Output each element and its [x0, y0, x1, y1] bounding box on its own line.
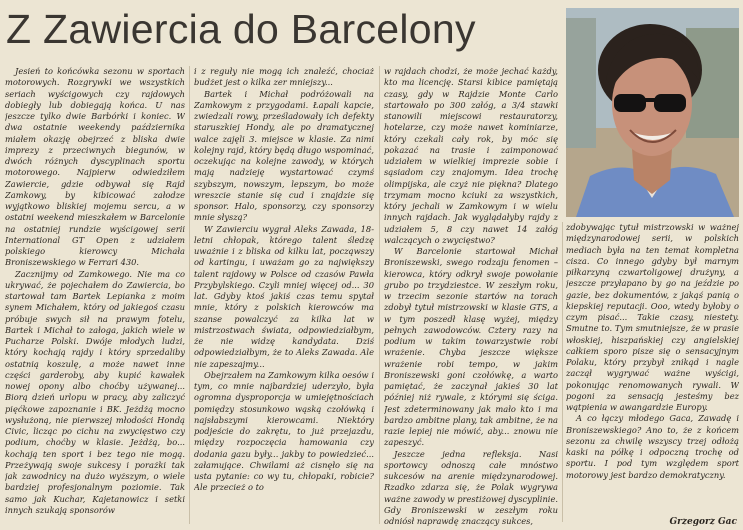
author-portrait-photo	[566, 8, 739, 217]
article-column-1	[5, 66, 185, 528]
article-paragraph: W Zawierciu wygrał Aleks Zawada, 18-letni chłopak, którego talent śledzę uważnie i z bliska od kilku lat, począwszy od kartingu, i uważam go za największy talent rajdowy w Polsce od czasów Pawła Przybylskiego. Czyli mniej więcej od... 30 lat. Gdyby ktoś jakiś czas temu spytał mnie, który z polskich kierowców ma szanse powalczyć za kilka lat w mistrzostwach świata, odpowiedziałbym, że nie widzę kandydata. Dziś odpowiedziałbym, że to Aleks Zawada. Ale nie zapeszajmy...	[194, 223, 374, 369]
article-paragraph: Jeszcze jedna refleksja. Nasi sportowcy odnoszą całe mnóstwo sukcesów na arenie międzynarodowej. Rzadko zdarza się, że Polak wygrywa ważne zawody w prestiżowej dyscyplinie. Gdy Broniszewski w zeszłym roku odniósł naprawdę znaczący sukces,	[384, 448, 558, 526]
article-author: Grzegorz Gac	[669, 517, 737, 527]
article-paragraph: zdobywając tytuł mistrzowski w ważnej międzynarodowej serii, w polskich mediach była na ten temat kompletna cisza. Co innego gdyby był marnym piłkarzyną czwartoligowej drużyny, a jeszcze przyłapano by go na jeździe po gazie, bez dokumentów, z jakąś panią o kiepskiej reputacji. Ooo, wtedy byłoby o czym pisać... Takie czasy, niestety. Smutne to. Tym smutniejsze, że w prasie włoskiej, hiszpańskiej czy angielskiej całkiem sporo pisze się o sensacyjnym Polaku, który przybył znikąd i nagle zaczął wygrywać ważne wyścigi, pokonując renomowanych rywali. W pogoni za sensacją jesteśmy bez wątpienia w awangardzie Europy.	[566, 222, 739, 412]
article-paragraph: w rajdach chodzi, że może jechać każdy, kto ma licencję. Starsi kibice pamiętają czasy, gdy w Rajdzie Monte Carlo startowało po 300 załóg, a 3/4 stawki stanowili miejscowi restauratorzy, hotelarze, czy może nawet kominiarze, który czekali cały rok, by móc się pokazać na trasie i zaimponować udziałem w wielkiej imprezie sobie i sąsiadom czy znajomym. Idea trochę olimpijska, ale czyż nie piękna? Dlatego trzymam mocno kciuki za wszystkich, który jechali w Zamkowym i w wielu innych rajdach. Jak wyglądałyby rajdy z udziałem 5, 8 czy nawet 14 załóg walczących o zwycięstwo?	[384, 66, 558, 245]
column-divider	[379, 66, 380, 524]
article-column-3	[384, 66, 558, 528]
article-column-2	[194, 66, 374, 528]
article-paragraph: i z reguły nie mogą ich znaleźć, chociaż budżet jest o kilka zer mniejszy...	[194, 66, 374, 88]
column-divider	[189, 66, 190, 524]
article-column-4	[566, 222, 739, 512]
article-paragraph: W Barcelonie startował Michał Broniszewski, swego rodzaju fenomen – kierowca, który odkrył swoje powołanie grubo po trzydziestce. W zeszłym roku, w trzecim sezonie startów na torach zdobył tytuł mistrzowski w klasie GTS, a w tym poszedł klasę wyżej, między pełnych zawodowców. Cztery razy na podium w takim towarzystwie robi wrażenie. Chyba jeszcze większe wrażenie robi tempo, w jakim Broniszewski goni czołówkę, a warto pamiętać, że zaczynał jakieś 30 lat później niż rywale, z którymi się ściga. Jest zdeterminowany jak mało kto i ma bardzo ambitne plany, tak ambitne, że na razie lepiej nie mówić, aby... znowu nie zapeszyć.	[384, 246, 558, 448]
article-paragraph: Zacznijmy od Zamkowego. Nie ma co ukrywać, że pojechałem do Zawiercia, bo startował tam Bartek Lepianka z moim synem Michałem, który od jakiegoś czasu próbuje swych sił na prawym fotelu, Bartek i Michał to załoga, jakich wiele w Pucharze Polski. Dwóje młodych ludzi, który kochają rajdy i który sprzedaliby ostatnią koszulę, a może nawet inne części garderoby, aby kupić kawałek nowej opony albo choćby używanej... Biorą dzień urlopu w pracy, aby zaliczyć pięćkowe zapoznanie i BK. Jeżdżą mocno wysłużoną, nie pierwszej młodości Hondą Civic, licząc po cichu na zwycięstwo czy podium, choćby w klasie. Jeżdżą, bo... kochają ten sport i bez tego nie mogą. Przeżywają swoje sukcesy i porażki tak jak zawodnicy na dużo wyższym, o wiele bardziej profesjonalnym poziomie. Tak samo jak Kuchar, Kajetanowicz i setki innych szukają sponsorów	[5, 268, 185, 515]
article-paragraph: Jesień to końcówka sezonu w sportach motorowych. Rozgrywki we wszystkich seriach wyścigowych czy rajdowych dobiegły lub dobiegają końca. U nas jeszcze tylko dwie Barbórki i koniec. W dwa ostatnie weekendy października miałem okazję obejrzeć z bliska dwie imprezy z przeciwnych biegunów, w dwóch różnych dyscyplinach sportu motorowego. Najpierw odwiedziłem Zawiercie, gdzie odbywał się Rajd Zamkowy, by kibicować załodze wyjątkowo bliskiej mojemu sercu, a w ostatni weekend mieszkałem w Barcelonie na ostatniej rundzie wyścigowej serii International GT Open z udziałem polskiego kierowcy Michała Broniszewskiego w Ferrari 430.	[5, 66, 185, 268]
portrait-photo-icon	[566, 8, 739, 217]
column-divider	[562, 222, 563, 522]
article-paragraph: Obejrzałem na Zamkowym kilka oesów i tym, co mnie najbardziej uderzyło, była ogromna dysproporcja w umiejętnościach pomiędzy stosunkowo wąską czołówką i najsłabszymi kierowcami. Niektóry podjeście do zakrętu, to już przejazdu, między rozpoczęcia hamowania czy dodania gazu były... jakby to powiedzieć... załamujące. Chwilami aż cisnęło się na usta pytanie: co wy tu, chłopaki, robicie? Ale przecież o to	[194, 369, 374, 493]
article-paragraph: A co łączy młodego Gaca, Zawadę i Broniszewskiego? Ano to, że z końcem sezonu za chwilę wszyscy trzej odłożą kaski na półkę i odpoczną trochę od sportu. I pod tym względem sport motorowy jest bardzo demokratyczny.	[566, 413, 739, 480]
article-title: Z Zawiercia do Barcelony	[6, 6, 476, 52]
article-paragraph: Bartek i Michał podróżowali na Zamkowym z przygodami. Łapali kapcie, zwiedzali rowy, prześladowały ich defekty staruszkiej Hondy, ale po dramatycznej walce zajęli 3. miejsce w klasie. Za nimi kolejny rajd, który będą długo wspominać, oczekując na kolejne zawody, w których mają nadzieję wystartować czymś szybszym, nowszym, lepszym, bo może wreszcie stanie się cud i znajdzie się sponsor. Halo, sponsorzy, czy sponsorzy mnie słyszą?	[194, 88, 374, 223]
